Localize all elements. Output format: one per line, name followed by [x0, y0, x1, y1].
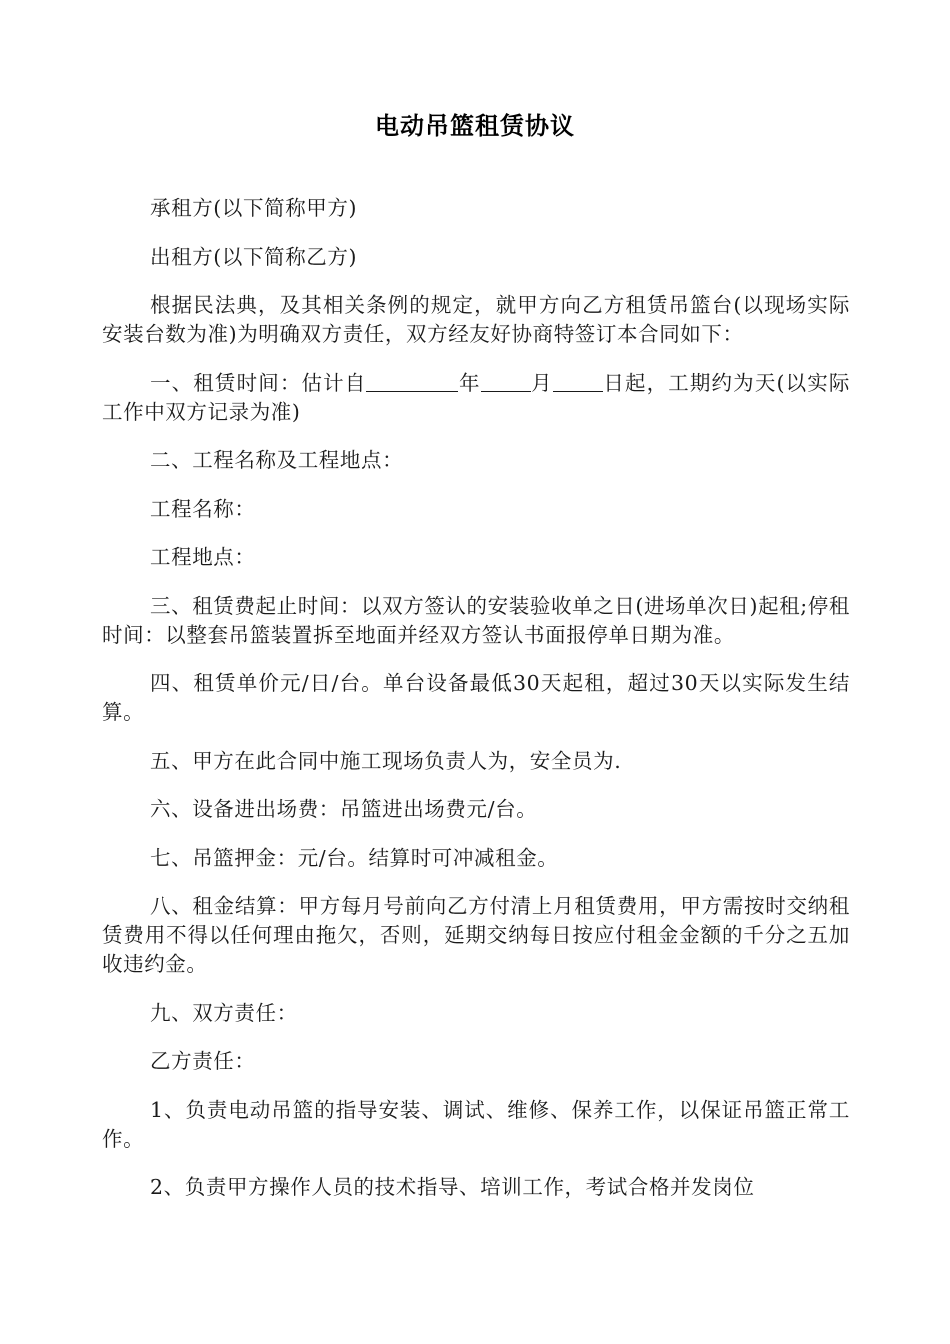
- paragraph-clause-2-project: 二、工程名称及工程地点：: [150, 448, 404, 472]
- paragraph-clause-5-site-manager: 五、甲方在此合同中施工现场负责人为，安全员为.: [150, 748, 622, 773]
- paragraph-lessor: 出租方(以下简称乙方): [150, 244, 358, 269]
- document-title: 电动吊篮租赁协议: [375, 112, 575, 140]
- paragraph-party-b-responsibilities: 乙方责任：: [150, 1049, 256, 1073]
- paragraph-project-location: 工程地点：: [150, 545, 256, 569]
- paragraph-clause-7-deposit: 七、吊篮押金：元/台。结算时可冲减租金。: [150, 845, 559, 870]
- paragraph-clause-4-unit-price: 四、租赁单价元/日/台。单台设备最低30天起租，超过30天以实际发生结算。: [102, 671, 850, 724]
- paragraph-lessee: 承租方(以下简称甲方): [150, 196, 358, 220]
- paragraph-clause-6-entry-fee: 六、设备进出场费：吊篮进出场费元/台。: [150, 797, 538, 821]
- day-blank: [553, 371, 603, 392]
- year-blank: [366, 371, 458, 392]
- paragraph-project-name: 工程名称：: [150, 496, 256, 521]
- month-blank: [481, 371, 531, 392]
- paragraph-item-1: 1、负责电动吊篮的指导安装、调试、维修、保养工作，以保证吊篮正常工作。: [102, 1097, 850, 1151]
- paragraph-clause-9-responsibilities: 九、双方责任：: [150, 1000, 298, 1025]
- document-body: [102, 194, 850, 1222]
- year-label: 年: [458, 370, 481, 395]
- paragraph-clause-3-rental-start-stop: 三、租赁费起止时间：以双方签认的安装验收单之日(进场单次日)起租;停租时间：以整套吊篮装置拆至地面并经双方签认书面报停单日期为准。: [102, 593, 850, 647]
- clause-1-suffix: 日起，工期约为天(以实际工作中双方记录为准): [102, 370, 850, 424]
- clause-1-prefix: 一、租赁时间：估计自: [150, 370, 367, 395]
- paragraph-preamble: 根据民法典，及其相关条例的规定，就甲方向乙方租赁吊篮台(以现场实际安装台数为准)为明确双方责任，双方经友好协商特签订本合同如下：: [102, 293, 850, 346]
- paragraph-clause-8-settlement: 八、租金结算：甲方每月号前向乙方付清上月租赁费用，甲方需按时交纳租赁费用不得以任何理由拖欠，否则，延期交纳每日按应付租金金额的千分之五加收违约金。: [102, 894, 850, 976]
- paragraph-item-2: 2、负责甲方操作人员的技术指导、培训工作，考试合格并发岗位: [150, 1175, 755, 1199]
- month-label: 月: [530, 370, 553, 395]
- paragraph-clause-1-rental-period: [102, 369, 850, 427]
